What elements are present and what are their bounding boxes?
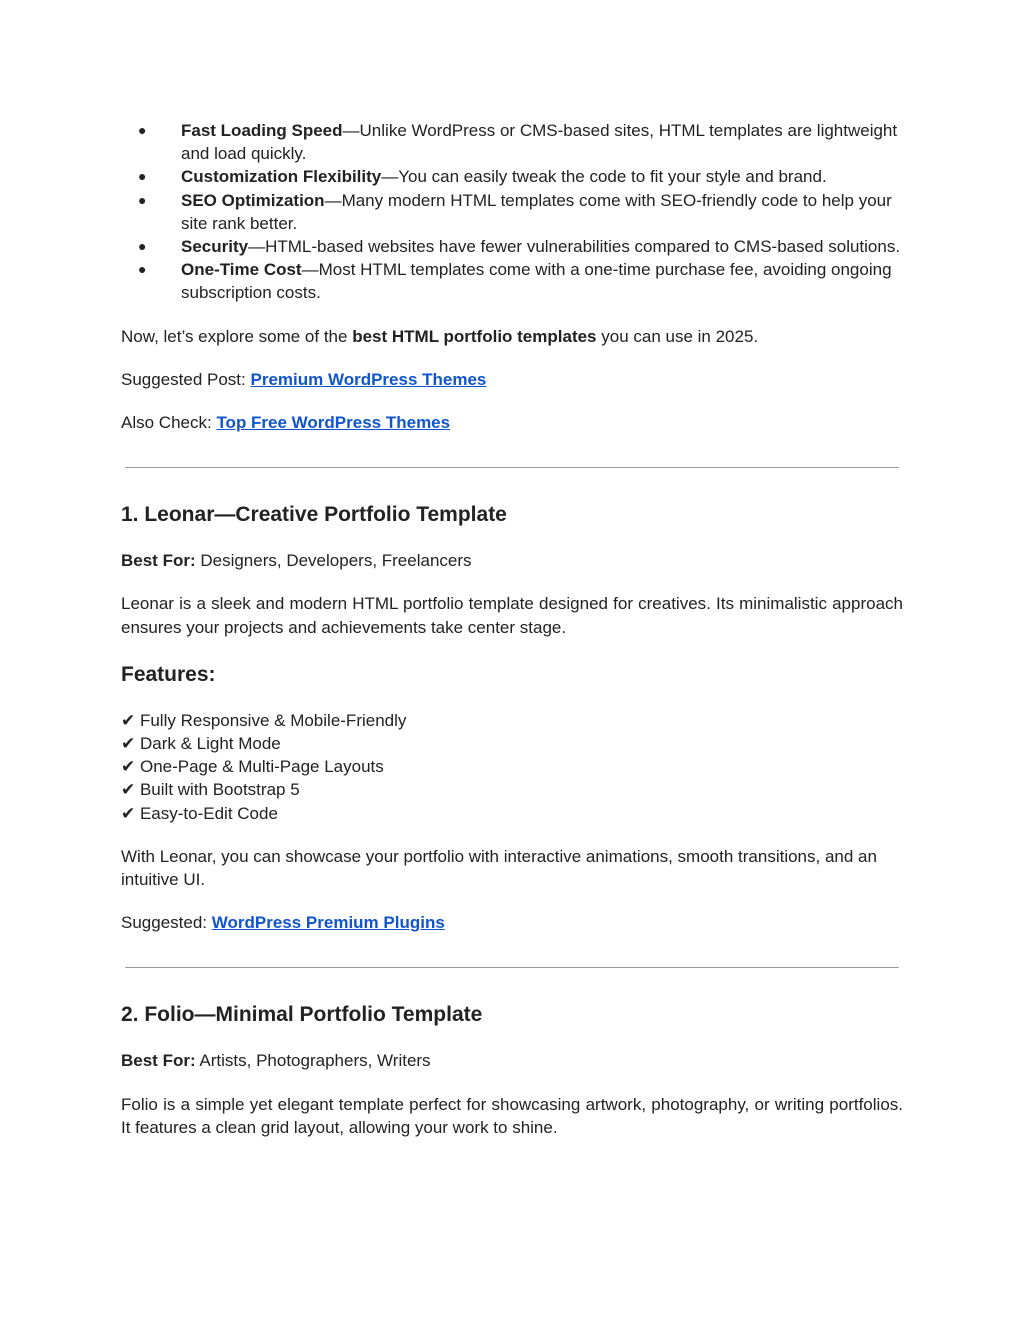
benefit-separator: — [248, 237, 266, 257]
benefit-text: HTML-based websites have fewer vulnerabilities compared to CMS-based solutions. [265, 237, 901, 257]
section-1-heading: 1. Leonar—Creative Portfolio Template [121, 503, 507, 527]
list-item [121, 189, 903, 235]
document-page [121, 119, 903, 1139]
benefit-separator: — [324, 190, 342, 210]
benefit-text: Many modern HTML templates come with SEO-friendly code to help your site rank better. [181, 190, 892, 233]
bullet-icon: ● [138, 261, 147, 278]
list-item: ✔ One-Page & Multi-Page Layouts [121, 757, 384, 777]
best-for-label: Best For: [121, 551, 196, 571]
benefit-title: Fast Loading Speed [181, 121, 343, 140]
benefit-title: SEO Optimization [181, 190, 325, 210]
section-divider [125, 467, 899, 468]
list-item: ✔ Dark & Light Mode [121, 734, 281, 754]
list-item [121, 165, 903, 188]
intro-text-bold: best HTML portfolio templates [352, 326, 597, 346]
list-item: ✔ Easy-to-Edit Code [121, 803, 278, 823]
section-2-description: Folio is a simple yet elegant template perfect for showcasing artwork, photography, or writing portfolios. It features a clean grid layout, allowing your work to shine. [121, 1094, 903, 1137]
list-item [121, 119, 903, 165]
list-item [121, 235, 903, 258]
intro-text-before: Now, let’s explore some of the [121, 326, 353, 346]
benefit-text: Unlike WordPress or CMS-based sites, HTML templates are lightweight and load quickly. [181, 121, 898, 164]
section-1-best-for [121, 549, 903, 572]
benefit-text: Most HTML templates come with a one-time purchase fee, avoiding ongoing subscription costs. [181, 260, 892, 303]
features-heading: Features: [121, 662, 216, 686]
suggested-label: Suggested: [121, 913, 212, 933]
bullet-icon: ● [138, 238, 147, 255]
best-for-label: Best For: [121, 1051, 196, 1071]
benefit-separator: — [342, 121, 360, 140]
also-check-paragraph [121, 411, 903, 434]
intro-paragraph [121, 325, 903, 348]
section-1-suggested [121, 911, 903, 934]
section-divider [125, 967, 899, 968]
benefit-separator: — [301, 260, 319, 280]
benefit-title: Customization Flexibility [181, 167, 382, 187]
section-1-closing: With Leonar, you can showcase your portfolio with interactive animations, smooth transitions, and an intuitive UI. [121, 846, 877, 890]
features-list [121, 709, 903, 825]
best-for-value: Designers, Developers, Freelancers [195, 551, 472, 571]
section-2-best-for [121, 1049, 903, 1072]
also-check-label: Also Check: [121, 413, 217, 433]
section-2-heading: 2. Folio—Minimal Portfolio Template [121, 1003, 483, 1027]
benefit-title: Security [181, 237, 249, 257]
benefit-title: One-Time Cost [181, 260, 302, 280]
section-1-description: Leonar is a sleek and modern HTML portfolio template designed for creatives. Its minimalistic approach ensures your projects and achievements take center stage. [121, 594, 903, 637]
benefit-separator: — [381, 167, 399, 187]
bullet-icon: ● [138, 122, 147, 138]
premium-wordpress-themes-link[interactable]: Premium WordPress Themes [250, 369, 487, 389]
top-free-wordpress-themes-link[interactable]: Top Free WordPress Themes [216, 413, 451, 433]
list-item [121, 258, 903, 304]
suggested-post-label: Suggested Post: [121, 369, 251, 389]
benefit-text: You can easily tweak the code to fit your style and brand. [398, 167, 827, 187]
bullet-icon: ● [138, 168, 147, 185]
wordpress-premium-plugins-link[interactable]: WordPress Premium Plugins [211, 913, 445, 933]
suggested-post-paragraph [121, 368, 903, 391]
list-item: ✔ Fully Responsive & Mobile-Friendly [121, 710, 407, 730]
best-for-value: Artists, Photographers, Writers [195, 1051, 431, 1071]
benefits-list [121, 119, 903, 305]
list-item: ✔ Built with Bootstrap 5 [121, 780, 300, 800]
bullet-icon: ● [138, 191, 147, 208]
intro-text-after: you can use in 2025. [596, 326, 759, 346]
